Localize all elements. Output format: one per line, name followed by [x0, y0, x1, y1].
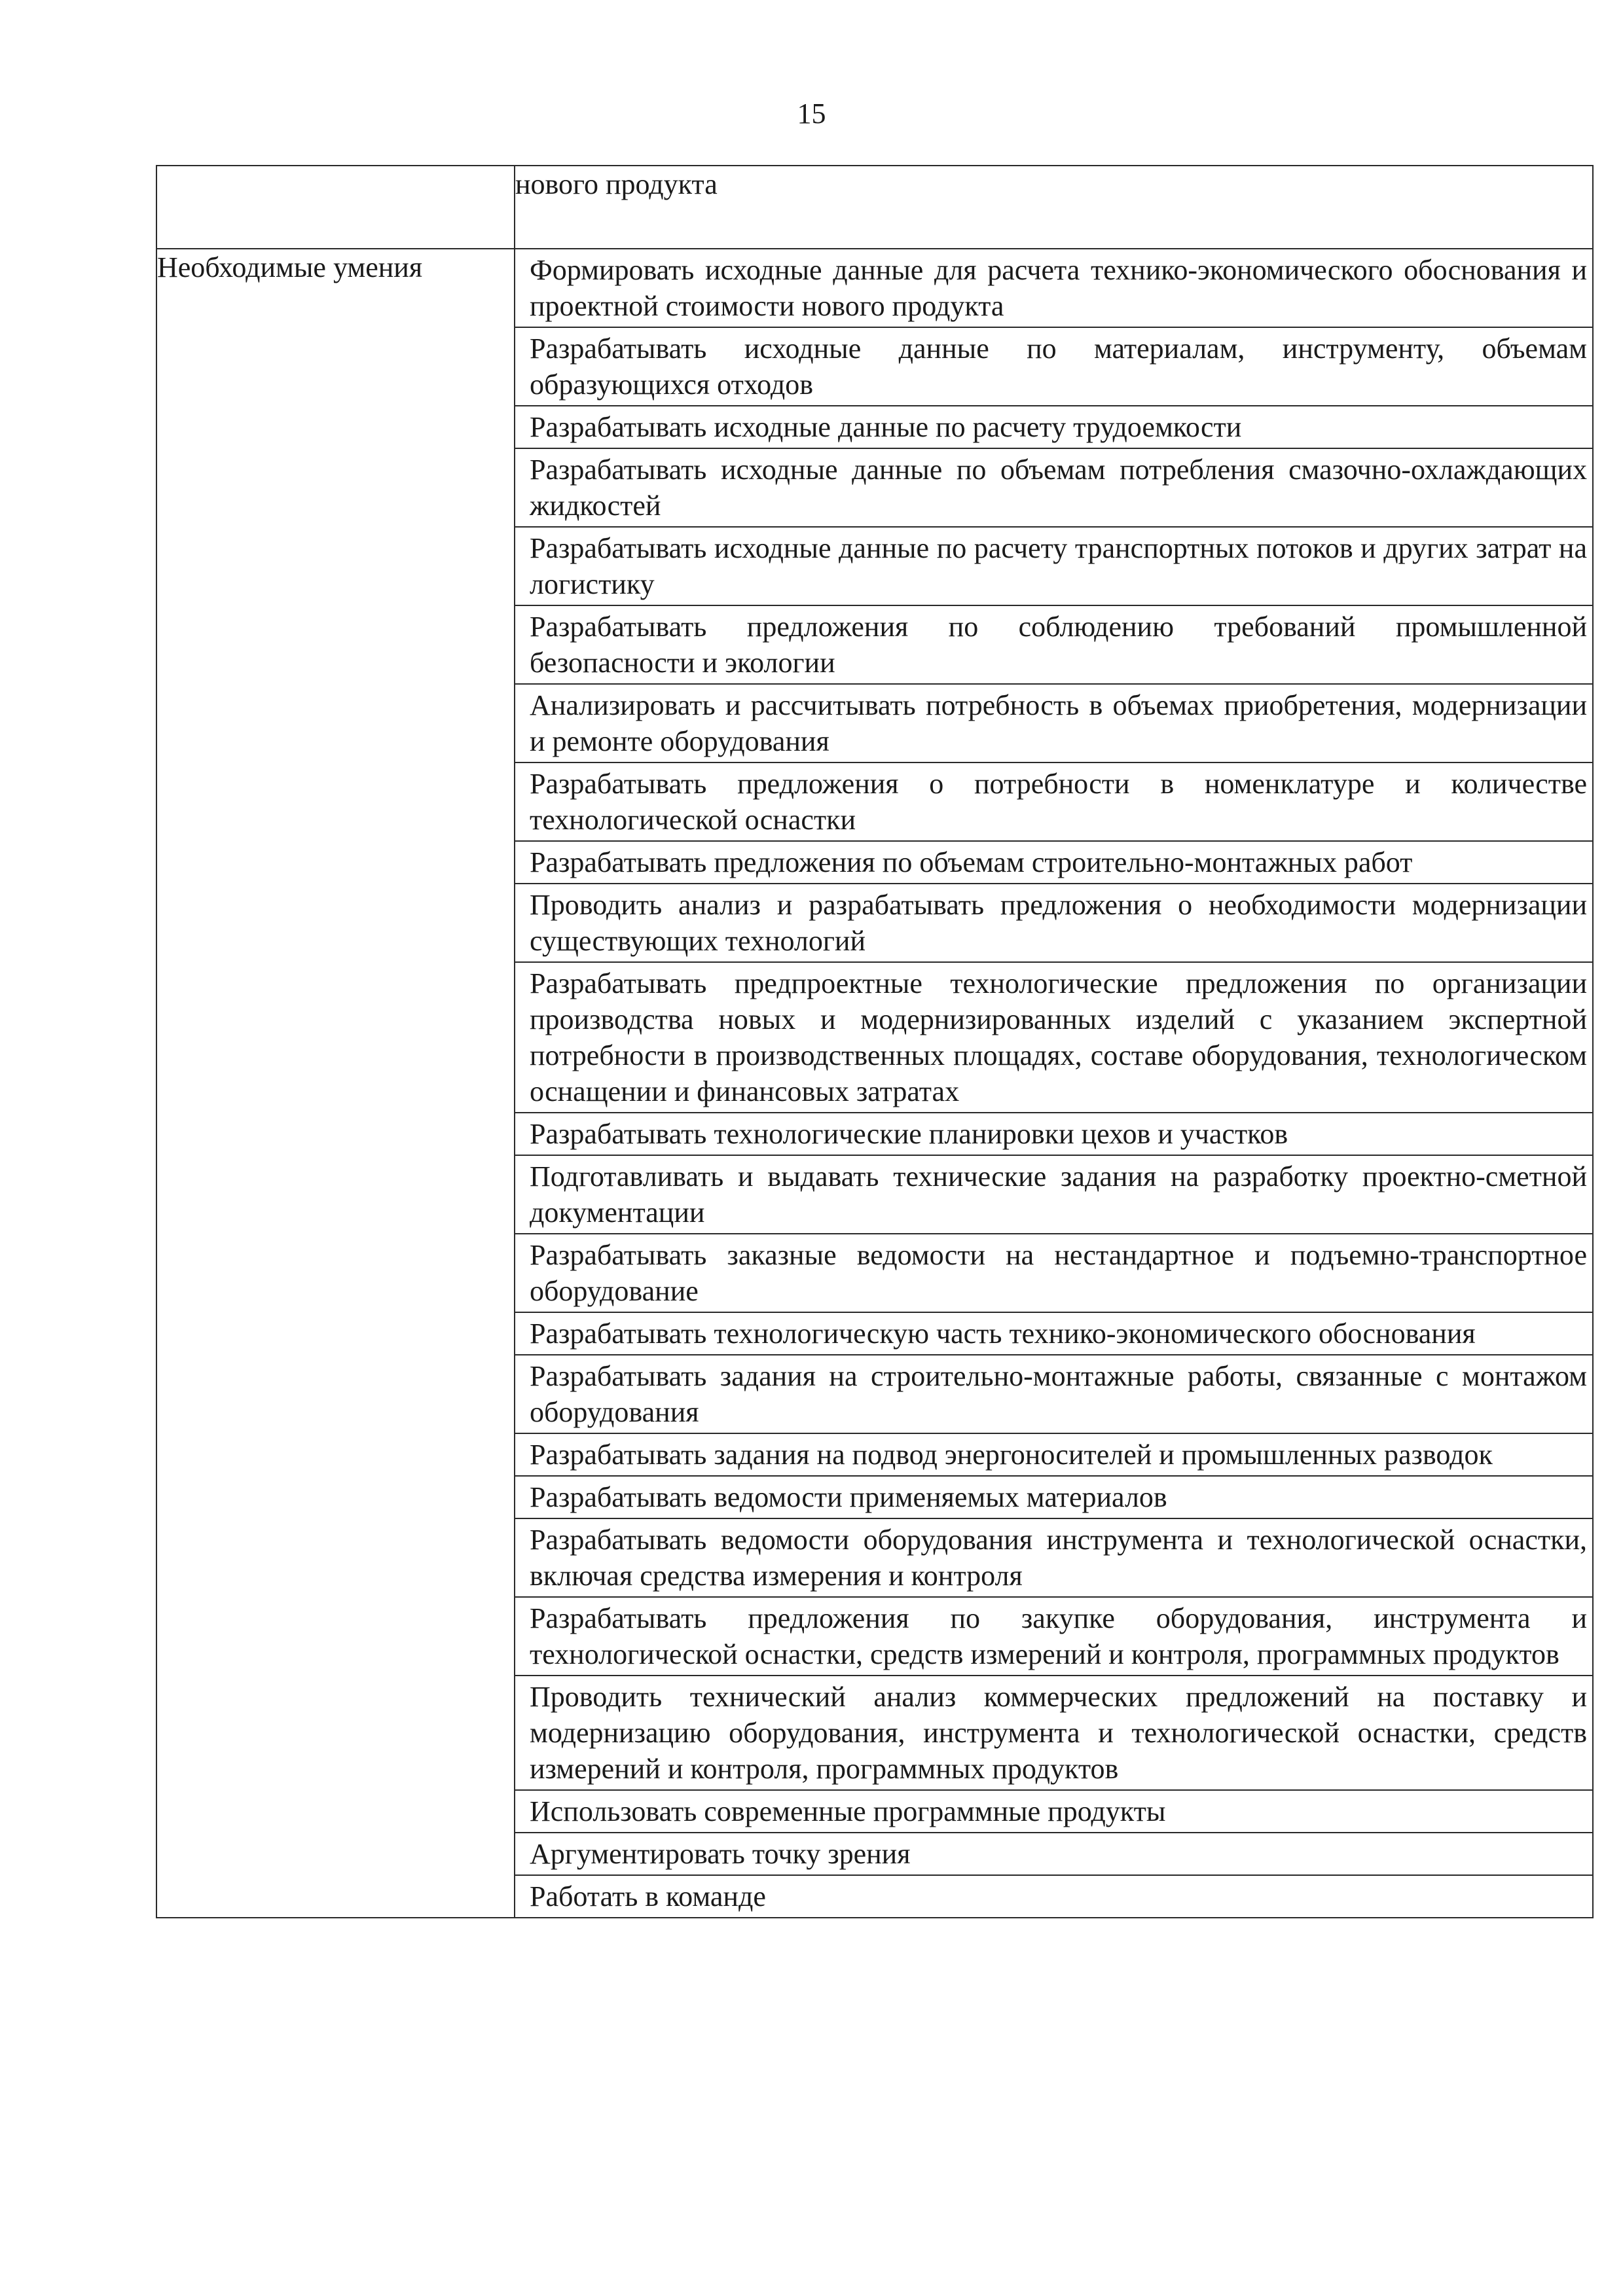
table-row-skills [156, 249, 1593, 1918]
skill-item: Проводить анализ и разрабатывать предложения о необходимости модернизации существующих технологий [515, 884, 1592, 963]
skill-item: Проводить технический анализ коммерческих предложений на поставку и модернизацию оборудования, инструмента и технологической оснастки, средств измерений и контроля, программных продуктов [515, 1676, 1592, 1791]
section-label: Необходимые умения [156, 249, 515, 1918]
skill-item: Разрабатывать технологические планировки цехов и участков [515, 1113, 1592, 1156]
skill-item: Разрабатывать технологическую часть технико-экономического обоснования [515, 1313, 1592, 1355]
skill-item: Разрабатывать задания на подвод энергоносителей и промышленных разводок [515, 1434, 1592, 1477]
skill-item: Формировать исходные данные для расчета технико-экономического обоснования и проектной стоимости нового продукта [515, 249, 1592, 328]
skill-item: Аргументировать точку зрения [515, 1833, 1592, 1876]
page-number: 15 [797, 98, 826, 130]
skill-item: Анализировать и рассчитывать потребность в объемах приобретения, модернизации и ремонте оборудования [515, 685, 1592, 763]
skill-item: Разрабатывать исходные данные по расчету трудоемкости [515, 406, 1592, 449]
skill-item: Разрабатывать предложения по соблюдению требований промышленной безопасности и экологии [515, 606, 1592, 685]
skill-item: Разрабатывать ведомости применяемых материалов [515, 1477, 1592, 1519]
skill-item: Разрабатывать предпроектные технологические предложения по организации производства новых и модернизированных изделий с указанием экспертной потребности в производственных площадях, составе оборудования, технологическом оснащении и финансовых затратах [515, 963, 1592, 1113]
table-row-continuation [156, 166, 1593, 249]
skill-item: Разрабатывать исходные данные по материалам, инструменту, объемам образующихся отходов [515, 328, 1592, 406]
skill-item: Подготавливать и выдавать технические задания на разработку проектно-сметной документации [515, 1156, 1592, 1234]
skills-list [515, 249, 1593, 1918]
skill-item: Разрабатывать задания на строительно-монтажные работы, связанные с монтажом оборудования [515, 1355, 1592, 1434]
skill-item: Разрабатывать предложения о потребности в номенклатуре и количестве технологической оснастки [515, 763, 1592, 842]
empty-label-cell [156, 166, 515, 249]
skill-item: Использовать современные программные продукты [515, 1791, 1592, 1833]
skill-item: Работать в команде [530, 1880, 766, 1912]
skill-item: Разрабатывать исходные данные по объемам потребления смазочно-охлаждающих жидкостей [515, 449, 1592, 528]
skill-item: Разрабатывать заказные ведомости на нестандартное и подъемно-транспортное оборудование [515, 1234, 1592, 1313]
skill-item: Разрабатывать ведомости оборудования инструмента и технологической оснастки, включая средства измерения и контроля [515, 1519, 1592, 1598]
skill-item: Разрабатывать предложения по закупке оборудования, инструмента и технологической оснастки, средств измерений и контроля, программных продуктов [515, 1598, 1592, 1676]
skill-item: Разрабатывать исходные данные по расчету транспортных потоков и других затрат на логистику [515, 528, 1592, 606]
skill-item: Разрабатывать предложения по объемам строительно-монтажных работ [515, 842, 1592, 884]
skills-table [156, 165, 1594, 1918]
continuation-text: нового продукта [515, 166, 1593, 249]
